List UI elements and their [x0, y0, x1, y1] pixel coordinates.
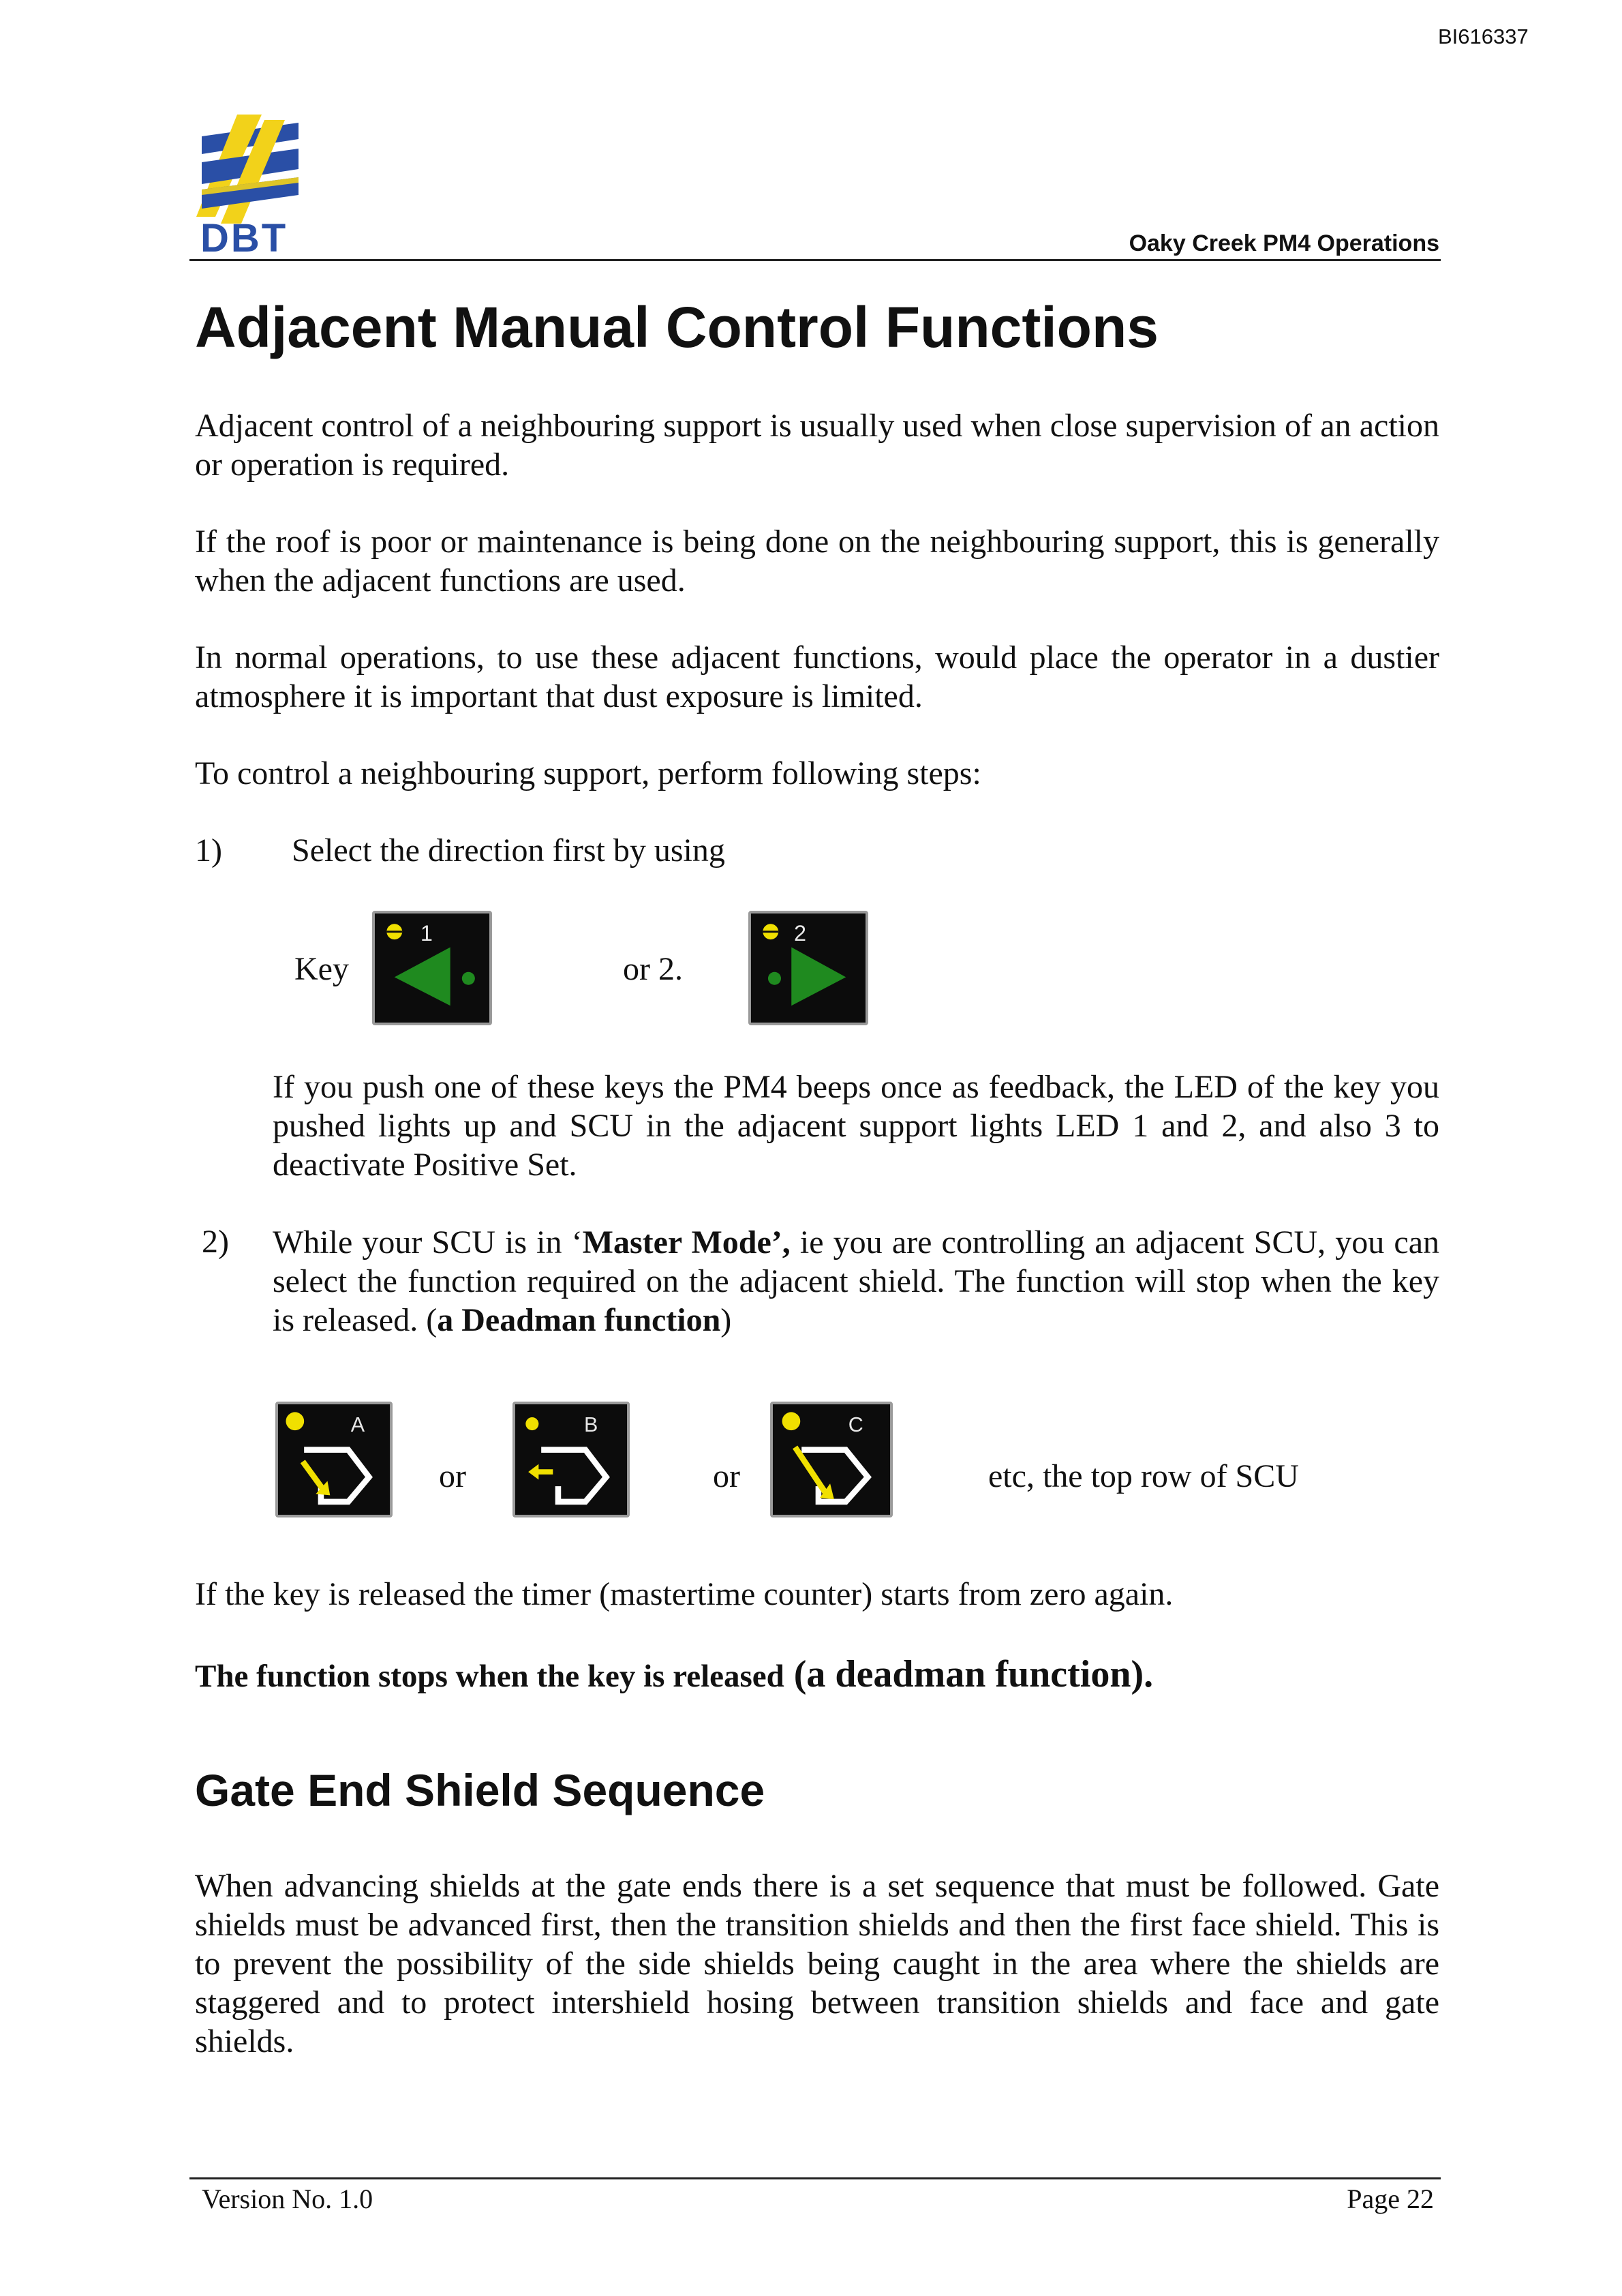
paragraph-2: If the roof is poor or maintenance is being done on the neighbouring support, this is generally when the adjacent functions are used. — [195, 524, 1439, 599]
key-1-number: 1 — [420, 921, 433, 946]
key-a-letter: A — [350, 1413, 365, 1437]
paragraph-4: To control a neighbouring support, perform following steps: — [195, 755, 981, 791]
arrow-left-icon — [375, 913, 489, 1023]
step-1-feedback: If you push one of these keys the PM4 beeps once as feedback, the LED of the key you pushed lights up and SCU in the adjacent support lights LED 1 and 2, and also 3 to deactivate Positive Set. — [273, 1069, 1439, 1183]
step-1-number: 1) — [195, 832, 222, 868]
page-title: Adjacent Manual Control Functions — [195, 295, 1159, 359]
step-2-text: While your SCU is in ‘Master Mode’, ie you are controlling an adjacent SCU, you can select the function required on the adjacent shield. The function will stop when the key is released. (a Deadman function) — [273, 1224, 1440, 1338]
or-label-1: or — [439, 1458, 466, 1494]
shield-lower-icon — [773, 1404, 890, 1515]
key-label: Key — [294, 951, 349, 987]
shield-advance-icon — [278, 1404, 390, 1515]
paragraph-6: When advancing shields at the gate ends there is a set sequence that must be followed. Gate shields must be advanced first, then the transition shields and then the first face shield. This is to prevent the possibility of the side shields being caught in the area where the shields are staggered and to protect intershield hosing between transition shields and face and gate shields. — [195, 1868, 1439, 2059]
function-key-c[interactable] — [770, 1402, 893, 1517]
arrow-right-icon — [751, 913, 866, 1023]
logo-text: DBT — [200, 216, 288, 260]
footer-page-number: Page 22 — [1347, 2184, 1434, 2214]
key-b-letter: B — [584, 1413, 598, 1437]
or-2-label: or 2. — [623, 951, 683, 987]
key-2-number: 2 — [794, 921, 807, 946]
header-rule — [189, 259, 1441, 261]
direction-key-1[interactable] — [372, 911, 492, 1025]
deadman-note: The function stops when the key is released (a deadman function). — [195, 1653, 1154, 1695]
document-id: BI616337 — [1438, 25, 1529, 48]
footer-version: Version No. 1.0 — [202, 2184, 373, 2214]
step-2-number: 2) — [202, 1224, 229, 1260]
function-key-a[interactable] — [275, 1402, 393, 1517]
step-1-text: Select the direction first by using — [292, 832, 725, 868]
or-label-2: or — [713, 1458, 740, 1494]
header-title: Oaky Creek PM4 Operations — [1129, 230, 1439, 256]
key-c-letter: C — [848, 1413, 863, 1437]
paragraph-5: If the key is released the timer (mastertime counter) starts from zero again. — [195, 1576, 1174, 1612]
function-key-b[interactable] — [512, 1402, 630, 1517]
footer-rule — [189, 2177, 1441, 2179]
paragraph-1: Adjacent control of a neighbouring support is usually used when close supervision of an action or operation is required. — [195, 408, 1439, 483]
paragraph-3: In normal operations, to use these adjacent functions, would place the operator in a dustier atmosphere it is important that dust exposure is limited. — [195, 639, 1439, 714]
shield-push-icon — [515, 1404, 627, 1515]
dbt-logo — [196, 115, 307, 258]
section-title: Gate End Shield Sequence — [195, 1765, 765, 1815]
direction-key-2[interactable] — [748, 911, 868, 1025]
function-caption: etc, the top row of SCU — [988, 1458, 1299, 1494]
